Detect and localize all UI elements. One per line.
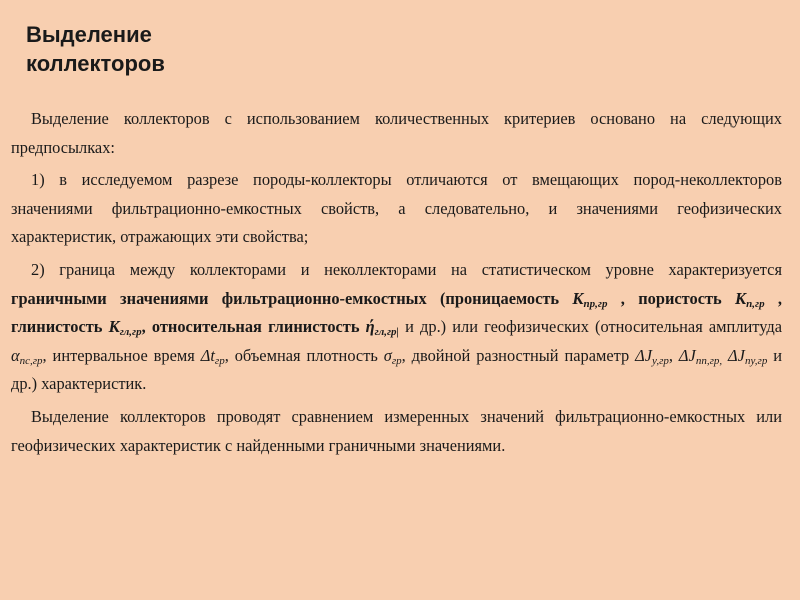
bold-text-span: , пористость: [607, 288, 736, 308]
subscript-delta-t: гр: [214, 354, 225, 367]
subscript-delta-j-1: у,гр: [652, 354, 669, 367]
subscript-k-porosity: п,гр: [746, 297, 765, 310]
symbol-delta-j-2: ΔJ: [678, 345, 696, 365]
bold-text-span: граничными значениями фильтрационно-емкостных (проницаемость: [11, 288, 573, 308]
symbol-k-permeability: К: [572, 288, 584, 308]
symbol-eta-clay: ή: [365, 317, 375, 337]
bold-text-span: , относительная глинистость: [141, 317, 366, 337]
text-span: , объемная плотность: [224, 345, 384, 365]
subscript-alpha: пс,гр: [19, 354, 43, 367]
subscript-eta-clay: гл,гр|: [374, 326, 399, 339]
subscript-k-permeability: пр,гр: [583, 297, 608, 310]
text-span: ,: [668, 345, 679, 365]
symbol-alpha: α: [11, 345, 20, 365]
subscript-delta-j-3: пу,гр: [744, 354, 768, 367]
text-span: и др.) характеристик.: [11, 345, 783, 394]
paragraph-premise-2: [11, 256, 782, 399]
text-span: , двойной разностный параметр: [401, 345, 636, 365]
subscript-delta-j-2: пп,гр,: [695, 354, 723, 367]
symbol-delta-j-1: ΔJ: [635, 345, 652, 365]
text-span: и др.) или геофизических (относительная амплитуда: [398, 317, 782, 337]
bold-text-span: , глинистость: [11, 288, 782, 337]
subscript-k-clay: гл,гр: [119, 326, 142, 339]
slide-body: [11, 105, 782, 464]
slide-title: [26, 20, 165, 78]
paragraph-conclusion: Выделение коллекторов проводят сравнением измеренных значений фильтрационно-емкостных или геофизических характеристик с найденными граничными значениями.: [11, 406, 782, 455]
text-span: 2) граница между коллекторами и неколлекторами на статистическом уровне характеризуется: [31, 259, 782, 279]
symbol-k-clay: К: [108, 317, 120, 337]
paragraph-premise-1: 1) в исследуемом разрезе породы-коллекторы отличаются от вмещающих пород-неколлекторов значениями фильтрационно-емкостных свойств, а следовательно, и значениями геофизических характеристик, отражающих эти свойства;: [11, 170, 782, 247]
paragraph-intro: Выделение коллекторов с использованием количественных критериев основано на следующих предпосылках:: [11, 109, 782, 157]
text-span: , интервальное время: [42, 345, 201, 365]
subscript-sigma: гр: [391, 354, 402, 367]
symbol-sigma: σ: [383, 345, 392, 365]
slide-title-line-2: коллекторов: [26, 51, 165, 76]
symbol-delta-j-3: ΔJ: [728, 345, 745, 365]
symbol-k-porosity: К: [735, 288, 747, 308]
slide-title-line-1: Выделение: [26, 22, 152, 47]
symbol-delta-t: Δt: [200, 345, 215, 365]
